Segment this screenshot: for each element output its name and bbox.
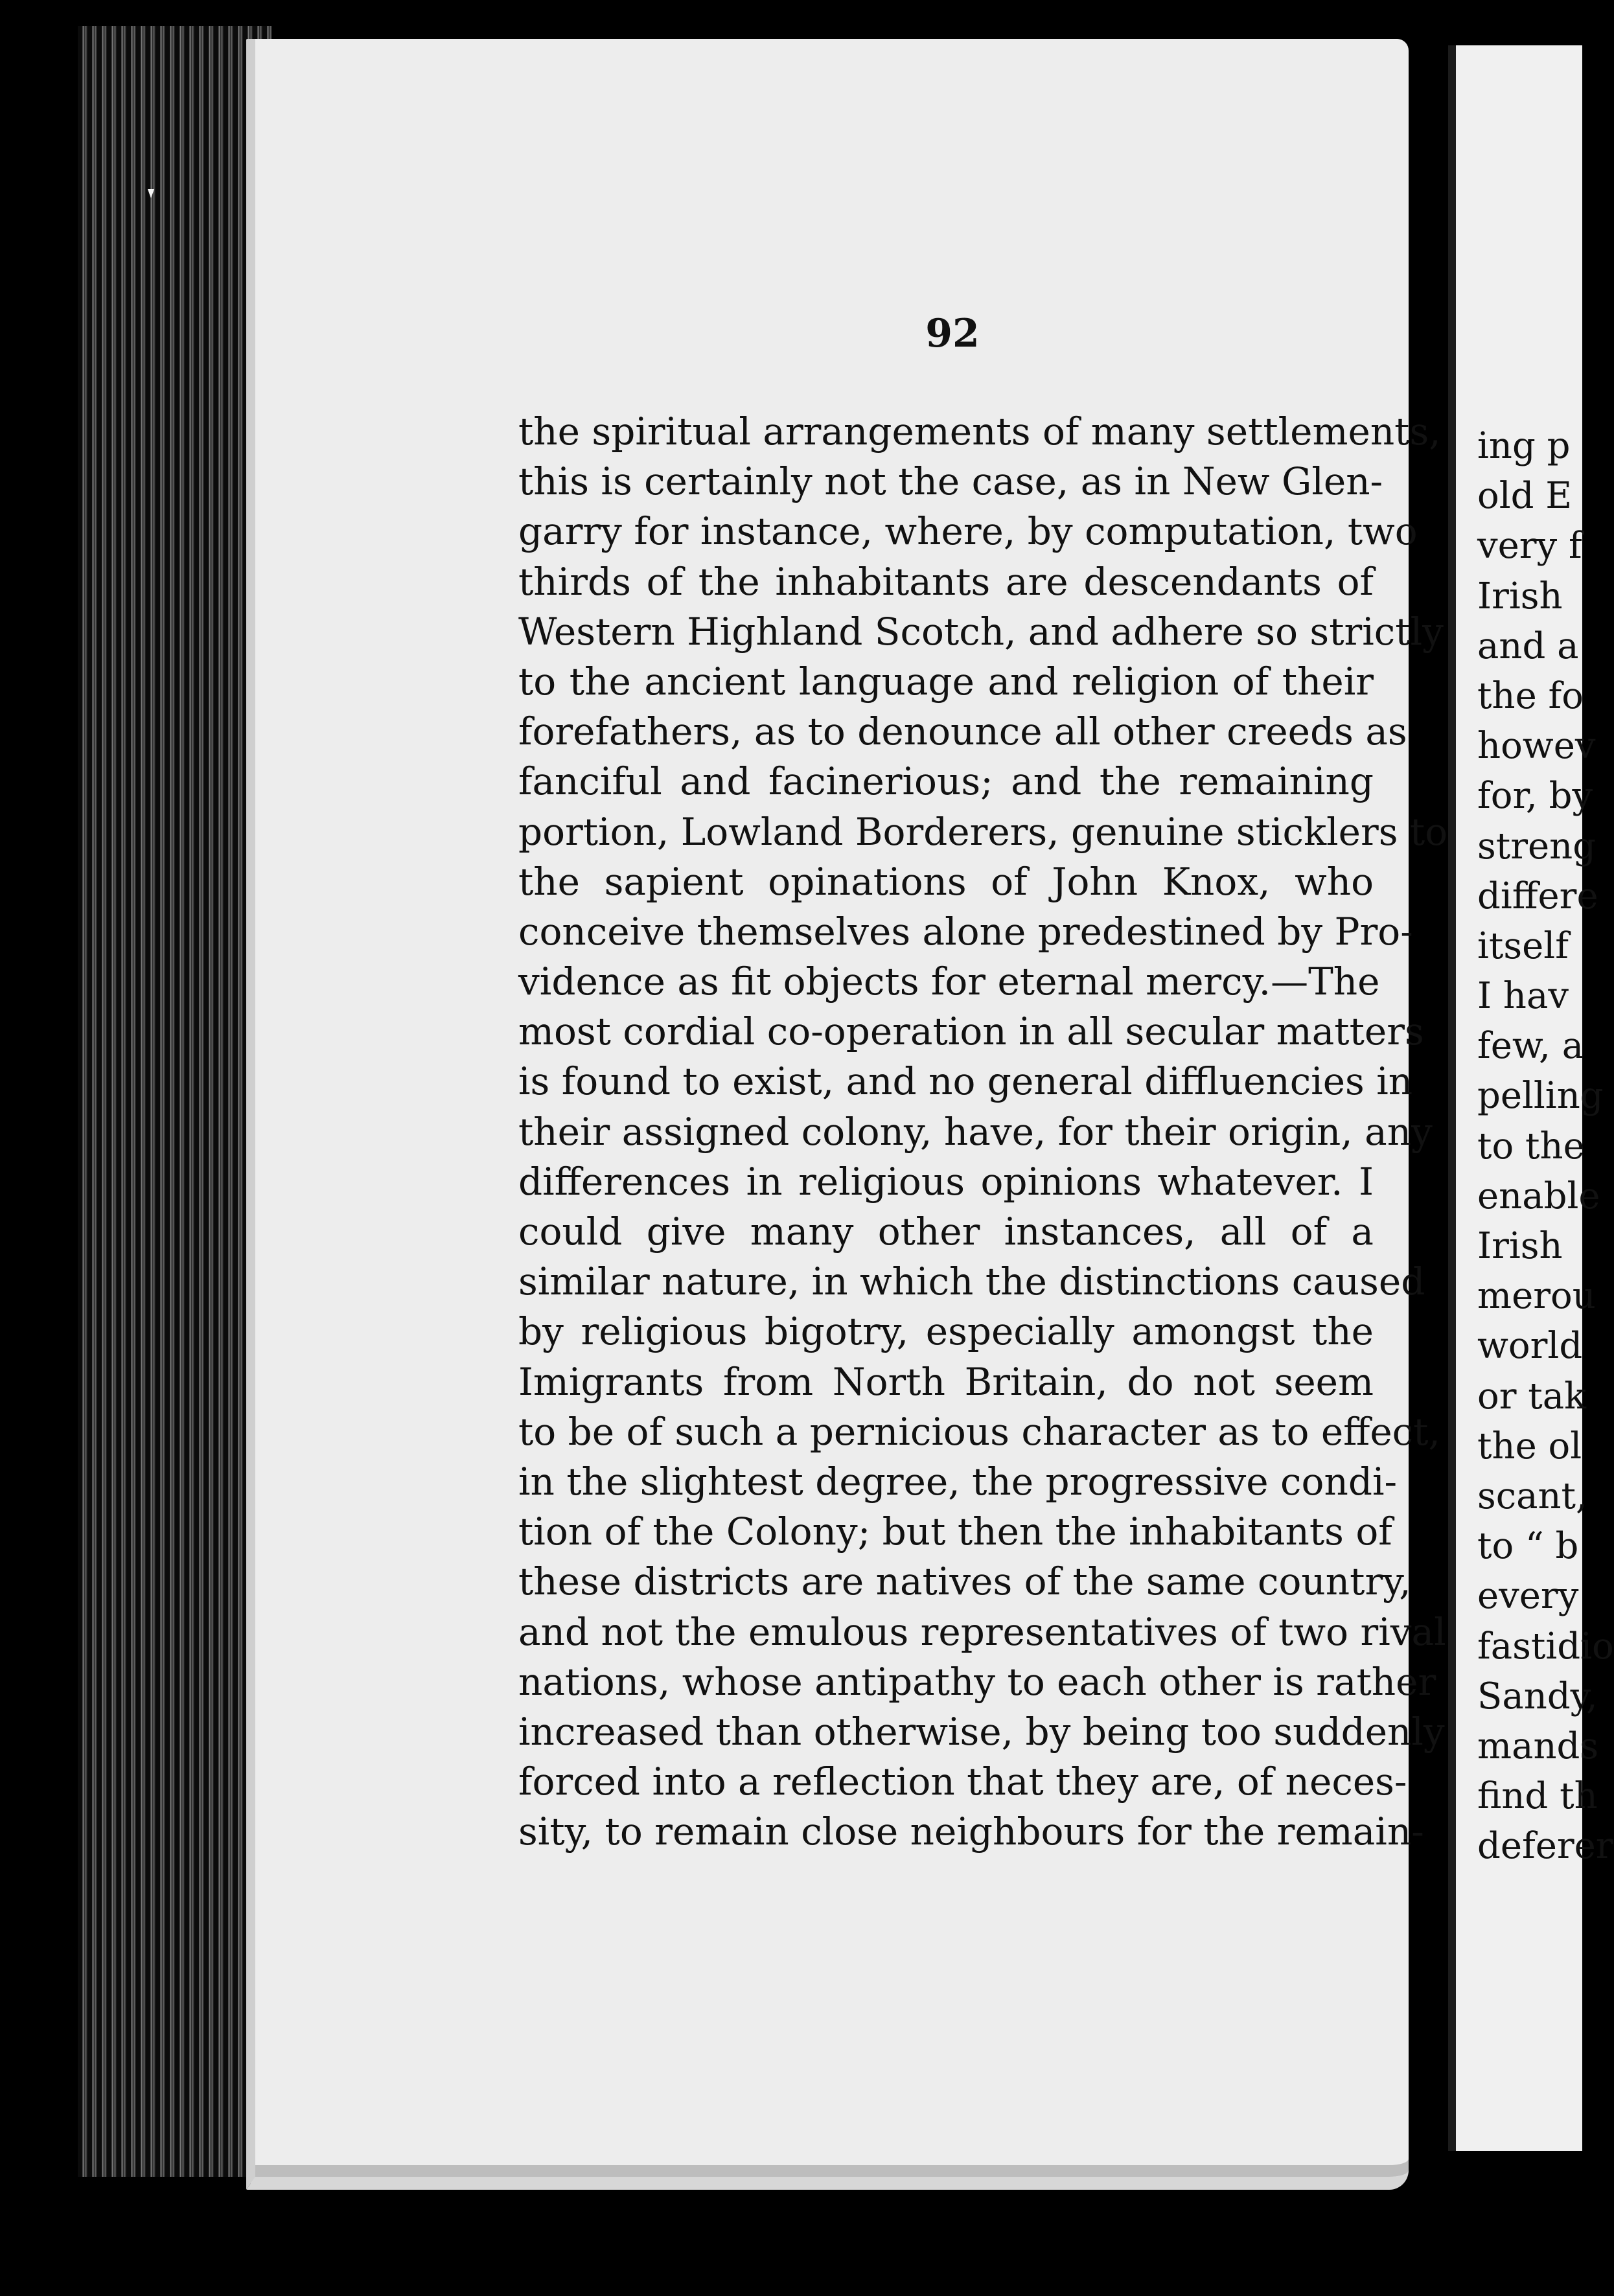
next-page-line: every — [1477, 1575, 1579, 1618]
text-line: forefathers, as to denounce all other creeds as — [518, 709, 1407, 754]
text-line: the spiritual arrangements of many settlements, — [518, 409, 1441, 453]
text-line: this is certainly not the case, as in New Glen- — [518, 459, 1383, 504]
text-line: conceive themselves alone predestined by Pro- — [518, 909, 1413, 954]
text-line: nations, whose antipathy to each other is rather — [518, 1659, 1436, 1704]
next-page-line: for, by — [1477, 775, 1593, 818]
text-line: most cordial co-operation in all secular matters — [518, 1009, 1424, 1054]
page-number: 92 — [925, 311, 980, 356]
next-page-line: to the — [1477, 1125, 1585, 1167]
next-page-line: Irish — [1477, 1225, 1563, 1267]
next-page-line: Sandy, — [1477, 1675, 1598, 1717]
text-line: is found to exist, and no general diffluencies in — [518, 1059, 1413, 1104]
text-line: Imigrants from North Britain, do not seem — [518, 1359, 1374, 1404]
next-page-line: I hav — [1477, 975, 1569, 1018]
next-page-line: to “ b — [1477, 1525, 1579, 1568]
text-line: forced into a reflection that they are, of neces- — [518, 1760, 1407, 1804]
next-page-line: differe — [1477, 875, 1598, 917]
text-line: these districts are natives of the same country, — [518, 1559, 1411, 1604]
text-line: similar nature, in which the distinctions caused — [518, 1259, 1425, 1304]
next-page-line: streng — [1477, 825, 1597, 867]
next-page-line: the ol — [1477, 1425, 1582, 1467]
text-line: increased than otherwise, by being too suddenly — [518, 1709, 1445, 1754]
text-line: by religious bigotry, especially amongst the — [518, 1309, 1374, 1354]
book-page-edges — [78, 26, 272, 2177]
next-page-line: mands — [1477, 1725, 1599, 1767]
next-page-line: find th — [1477, 1775, 1598, 1818]
next-page-line: few, a — [1477, 1025, 1584, 1068]
text-line: could give many other instances, all of a — [518, 1210, 1374, 1254]
text-line: the sapient opinations of John Knox, who — [518, 859, 1374, 904]
text-line: and not the emulous representatives of two rival — [518, 1609, 1446, 1654]
text-line: to the ancient language and religion of their — [518, 659, 1374, 704]
text-line: sity, to remain close neighbours for the remain- — [518, 1809, 1424, 1854]
text-line: fanciful and facinerious; and the remaining — [518, 759, 1374, 804]
text-line: vidence as fit objects for eternal mercy.—The — [518, 959, 1380, 1004]
body-text — [518, 407, 1448, 1857]
next-page-line: or tak — [1477, 1375, 1587, 1418]
text-line: their assigned colony, have, for their origin, any — [518, 1109, 1433, 1154]
next-page-line: world — [1477, 1325, 1583, 1368]
next-page-line: ing p — [1477, 425, 1571, 467]
text-line: portion, Lowland Borderers, genuine sticklers to — [518, 809, 1448, 854]
next-page-line: scant, — [1477, 1475, 1587, 1517]
text-line: to be of such a pernicious character as to effect, — [518, 1409, 1440, 1454]
text-line: thirds of the inhabitants are descendants of — [518, 559, 1374, 604]
text-line: tion of the Colony; but then the inhabitants of — [518, 1510, 1392, 1554]
next-page-line: howev — [1477, 725, 1596, 768]
next-page-line: deferer — [1477, 1825, 1613, 1868]
next-page-line: the fo — [1477, 674, 1584, 717]
next-page-line: old E — [1477, 475, 1573, 518]
next-page-line: and a — [1477, 625, 1579, 667]
text-line: Western Highland Scotch, and adhere so strictly — [518, 609, 1444, 654]
next-page-line: pelling — [1477, 1075, 1604, 1118]
next-page-text — [1477, 421, 1614, 1871]
next-page-line: Irish — [1477, 575, 1563, 617]
next-page-line: fastidio — [1477, 1625, 1614, 1668]
text-line: garry for instance, where, by computation, two — [518, 509, 1418, 554]
text-line: in the slightest degree, the progressive condi- — [518, 1459, 1398, 1504]
next-page-line: itself — [1477, 924, 1569, 967]
text-line: differences in religious opinions whatever. I — [518, 1159, 1374, 1204]
next-page-line: enable — [1477, 1175, 1600, 1217]
next-page-line: merou — [1477, 1275, 1596, 1318]
next-page-line: very f — [1477, 525, 1582, 568]
